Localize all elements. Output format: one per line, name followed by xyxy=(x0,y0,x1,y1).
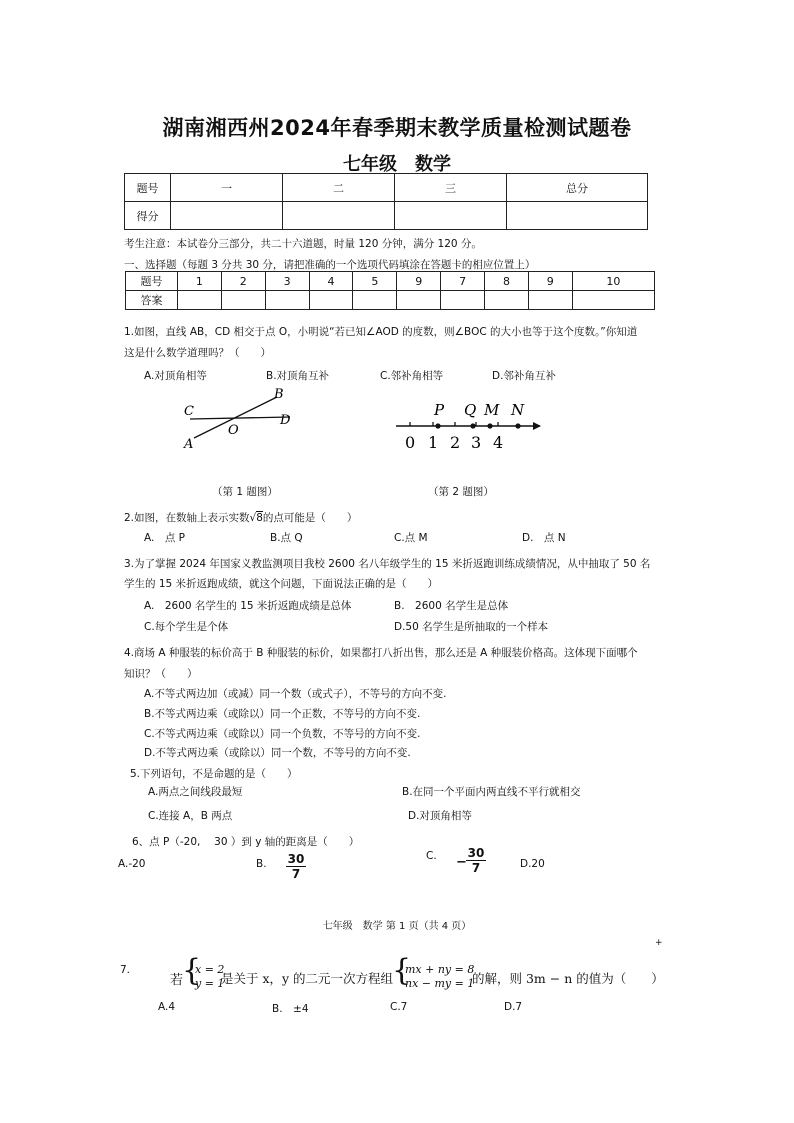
score-cell[interactable] xyxy=(507,202,648,230)
score-header-cell: 总分 xyxy=(507,174,648,202)
q7-option-a: A.4 xyxy=(158,1001,176,1013)
q1-option-b: B.对顶角互补 xyxy=(266,370,330,382)
q6-option-b-label: B. xyxy=(256,858,267,870)
question-number-cell: 4 xyxy=(309,272,353,291)
answer-cell[interactable] xyxy=(265,291,309,310)
q7-system1-eq2: y = 1 xyxy=(195,977,225,990)
score-table xyxy=(124,173,648,230)
label-q: Q xyxy=(464,401,477,419)
q4-stem-line1: 4.商场 A 种服装的标价高于 B 种服装的标价，如果都打八折出售，那么还是 A 种服装价格高。这体现下面哪个 xyxy=(124,647,638,659)
section1-heading: 一、选择题（每题 3 分共 30 分，请把准确的一个选项代码填涂在答题卡的相应位置上） xyxy=(124,259,536,271)
label-o: O xyxy=(228,423,239,438)
q6-option-b-fraction xyxy=(286,852,306,881)
q3-option-b: B. 2600 名学生是总体 xyxy=(394,600,509,612)
q2-stem-after: 的点可能是（ ） xyxy=(262,512,358,524)
answer-cell[interactable] xyxy=(528,291,572,310)
tick-label: 2 xyxy=(450,433,461,452)
q1-option-c: C.邻补角相等 xyxy=(380,370,444,382)
q6-option-c-sign: − xyxy=(456,855,467,870)
question-number-cell: 1 xyxy=(178,272,222,291)
question-number-cell: 9 xyxy=(397,272,441,291)
score-row-label: 得分 xyxy=(125,202,171,230)
q1-option-d: D.邻补角互补 xyxy=(492,370,556,382)
question-number-cell: 2 xyxy=(221,272,265,291)
q7-system2-eq2: nx − my = 1 xyxy=(405,977,475,990)
q7-system2 xyxy=(405,963,474,991)
fraction-denominator: 7 xyxy=(466,860,486,875)
label-n: N xyxy=(511,401,525,419)
point-q xyxy=(470,423,475,428)
q3-stem-line2: 学生的 15 米折返跑成绩，就这个问题，下面说法正确的是（ ） xyxy=(124,578,439,590)
figure-2-caption: （第 2 题图） xyxy=(428,486,494,498)
q3-option-a: A. 2600 名学生的 15 米折返跑成绩是总体 xyxy=(144,600,352,612)
answer-cell[interactable] xyxy=(441,291,485,310)
page-mark: + xyxy=(655,938,663,948)
tick-label: 0 xyxy=(405,433,416,452)
q5-option-b: B.在同一个平面内两直线不平行就相交 xyxy=(402,786,581,798)
q3-stem-line1: 3.为了掌握 2024 年国家义教监测项目我校 2600 名八年级学生的 15 米折返跑训练成绩情况，从中抽取了 50 名 xyxy=(124,558,651,570)
q5-option-d: D.对顶角相等 xyxy=(408,810,472,822)
answer-table-number-row xyxy=(126,272,655,291)
q4-option-c: C.不等式两边乘（或除以）同一个负数，不等号的方向不变. xyxy=(144,728,421,740)
fraction-numerator: 30 xyxy=(287,852,305,866)
sqrt-icon: √ xyxy=(249,512,257,524)
figure-1-intersecting-lines xyxy=(180,382,310,452)
label-a: A xyxy=(184,437,194,452)
fraction-numerator: 30 xyxy=(467,846,485,860)
score-cell[interactable] xyxy=(395,202,507,230)
q2-option-c: C.点 M xyxy=(394,532,428,544)
score-header-cell: 三 xyxy=(395,174,507,202)
q6-stem: 6、点 P（-20, 30 ）到 y 轴的距离是（ ） xyxy=(132,836,360,848)
q4-stem-line2: 知识？（ ） xyxy=(124,668,198,680)
q2-radicand: 8 xyxy=(256,512,263,524)
exam-notice: 考生注意：本试卷分三部分，共二十六道题，时量 120 分钟，满分 120 分。 xyxy=(124,238,482,250)
q4-option-b: B.不等式两边乘（或除以）同一个正数，不等号的方向不变. xyxy=(144,708,421,720)
answer-cell[interactable] xyxy=(353,291,397,310)
answer-row2-label: 答案 xyxy=(126,291,178,310)
q3-option-d: D.50 名学生是所抽取的一个样本 xyxy=(394,621,549,633)
left-brace-icon: { xyxy=(182,953,202,988)
answer-cell[interactable] xyxy=(485,291,529,310)
score-header-cell: 二 xyxy=(283,174,395,202)
point-p xyxy=(435,423,440,428)
q1-option-a: A.对顶角相等 xyxy=(144,370,207,382)
tick-label: 3 xyxy=(471,433,482,452)
score-cell[interactable] xyxy=(171,202,283,230)
point-n xyxy=(515,423,520,428)
question-number-cell: 3 xyxy=(265,272,309,291)
q6-option-c-label: C. xyxy=(426,850,437,862)
q6-option-a: A.-20 xyxy=(118,858,146,870)
label-p: P xyxy=(434,401,445,419)
answer-row1-label: 题号 xyxy=(126,272,178,291)
q5-stem: 5.下列语句，不是命题的是（ ） xyxy=(130,768,298,780)
q1-stem-line1: 1.如图，直线 AB，CD 相交于点 O，小明说“若已知∠AOD 的度数，则∠BOC 的大小也等于这个度数。”你知道 xyxy=(124,326,638,338)
exam-subtitle: 七年级 数学 xyxy=(343,154,451,175)
point-m xyxy=(487,423,492,428)
q3-option-c: C.每个学生是个体 xyxy=(144,621,229,633)
question-number-cell: 8 xyxy=(485,272,529,291)
q2-option-d: D. 点 N xyxy=(522,532,566,544)
question-number-cell: 5 xyxy=(353,272,397,291)
left-brace-icon: { xyxy=(392,953,412,988)
tick-label: 4 xyxy=(493,433,504,452)
page-footer: 七年级 数学 第 1 页（共 4 页） xyxy=(322,921,472,932)
q7-option-d: D.7 xyxy=(504,1001,523,1013)
q1-stem-line2: 这是什么数学道理吗？（ ） xyxy=(124,347,271,359)
q7-tail: 的解，则 3m − n 的值为（ ） xyxy=(472,971,664,986)
answer-cell[interactable] xyxy=(178,291,222,310)
score-table-row xyxy=(125,202,648,230)
answer-cell[interactable] xyxy=(221,291,265,310)
fraction-denominator: 7 xyxy=(286,866,306,881)
label-b: B xyxy=(274,387,284,402)
score-header-cell: 一 xyxy=(171,174,283,202)
q7-option-b: B. ±4 xyxy=(272,1003,309,1015)
q4-option-d: D.不等式两边乘（或除以）同一个数，不等号的方向不变. xyxy=(144,747,411,759)
label-c: C xyxy=(184,404,194,419)
label-m: M xyxy=(484,401,500,419)
figure-2-number-line xyxy=(390,396,550,454)
q6-option-c-fraction xyxy=(466,846,486,875)
score-cell[interactable] xyxy=(283,202,395,230)
q5-option-c: C.连接 A，B 两点 xyxy=(148,810,233,822)
q7-system2-eq1: mx + ny = 8 xyxy=(405,963,475,976)
q7-number: 7. xyxy=(120,964,131,976)
answer-table xyxy=(125,271,655,310)
q7-option-c: C.7 xyxy=(390,1001,408,1013)
q7-middle: 是关于 x，y 的二元一次方程组 xyxy=(221,971,394,986)
question-number-cell: 9 xyxy=(528,272,572,291)
q2-stem xyxy=(124,510,357,525)
figure-1-caption: （第 1 题图） xyxy=(212,486,278,498)
label-d: D xyxy=(280,413,291,428)
arrow-icon xyxy=(533,422,541,430)
tick-label: 1 xyxy=(428,433,439,452)
score-table-header-row xyxy=(125,174,648,202)
q2-stem-before: 2.如图，在数轴上表示实数 xyxy=(124,512,250,524)
q2-option-b: B.点 Q xyxy=(270,532,303,544)
q2-option-a: A. 点 P xyxy=(144,532,186,544)
exam-title: 湖南湘西州2024年春季期末教学质量检测试题卷 xyxy=(162,116,632,140)
q5-option-a: A.两点之间线段最短 xyxy=(148,786,243,798)
question-number-cell: 7 xyxy=(441,272,485,291)
answer-cell[interactable] xyxy=(309,291,353,310)
q4-option-a: A.不等式两边加（或减）同一个数（或式子），不等号的方向不变. xyxy=(144,688,447,700)
answer-cell[interactable] xyxy=(572,291,654,310)
score-header-cell: 题号 xyxy=(125,174,171,202)
q7-ruo: 若 xyxy=(170,973,184,988)
answer-table-answer-row xyxy=(126,291,655,310)
answer-cell[interactable] xyxy=(397,291,441,310)
q6-option-d: D.20 xyxy=(520,858,545,870)
line-cd xyxy=(190,417,290,419)
q7-system1-eq1: x = 2 xyxy=(195,963,225,976)
question-number-cell: 10 xyxy=(572,272,654,291)
